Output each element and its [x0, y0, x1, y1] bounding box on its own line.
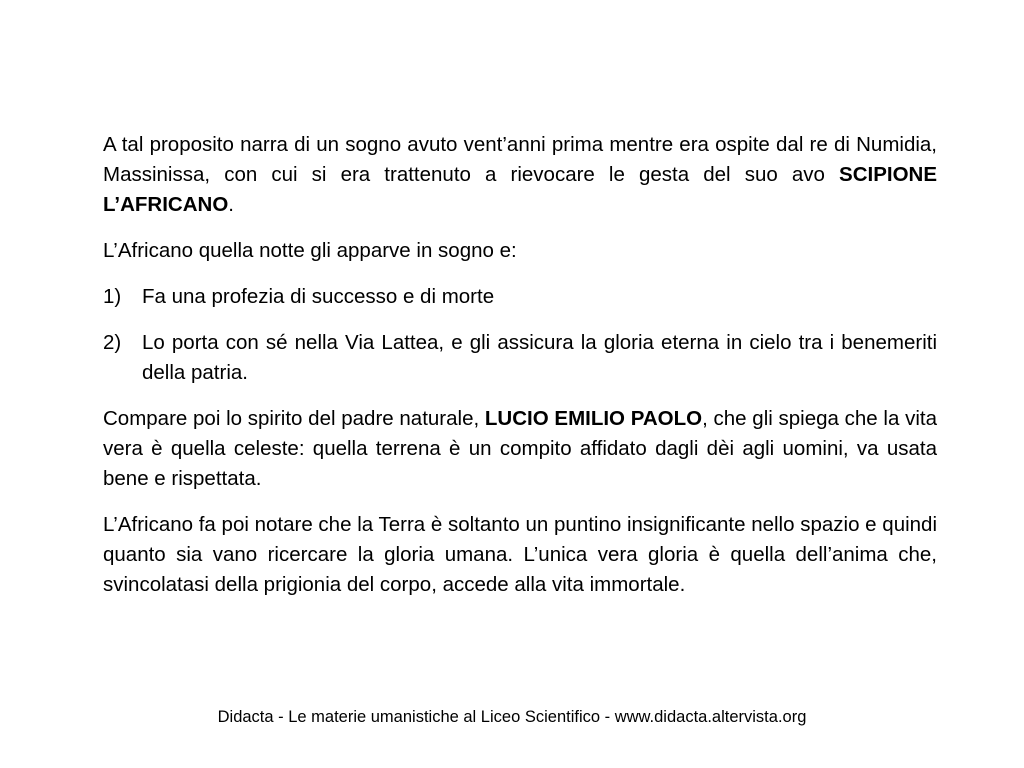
- paragraph-text: Compare poi lo spirito del padre naturale,: [103, 407, 485, 430]
- paragraph-father-spirit: [103, 404, 937, 494]
- paragraph-apparition: L’Africano quella notte gli apparve in sogno e:: [103, 239, 517, 262]
- paragraph-tail: .: [228, 193, 234, 216]
- paragraph-earth-glory: L’Africano fa poi notare che la Terra è soltanto un puntino insignificante nello spazio e quindi quanto sia vano ricercare la gloria umana. L’unica vera gloria è quella dell’anima che, svincolatasi della prigionia del corpo, accede alla vita immortale.: [103, 513, 937, 596]
- name-scipione: SCIPIONE L’AFRICANO: [103, 163, 937, 216]
- slide-body: [103, 130, 937, 616]
- list-item: [103, 282, 937, 312]
- paragraph-dream-intro: [103, 130, 937, 220]
- list-number: 2): [103, 331, 122, 354]
- list-text: Lo porta con sé nella Via Lattea, e gli assicura la gloria eterna in cielo tra i benemeriti della patria.: [142, 331, 937, 384]
- paragraph-text: A tal proposito narra di un sogno avuto vent’anni prima mentre era ospite dal re di Numidia, Massinissa, con cui si era trattenuto a rievocare le gesta del suo avo: [103, 133, 937, 186]
- footer-credit: Didacta - Le materie umanistiche al Liceo Scientifico - www.didacta.altervista.org: [217, 708, 807, 726]
- list-text: Fa una profezia di successo e di morte: [142, 285, 495, 308]
- paragraph-tail: , che gli spiega che la vita vera è quella celeste: quella terrena è un compito affidato dagli dèi agli uomini, va usata bene e rispettata.: [103, 407, 937, 490]
- name-lucio-emilio-paolo: LUCIO EMILIO PAOLO: [484, 407, 703, 430]
- list-number: 1): [103, 285, 122, 308]
- list-item: [103, 328, 937, 388]
